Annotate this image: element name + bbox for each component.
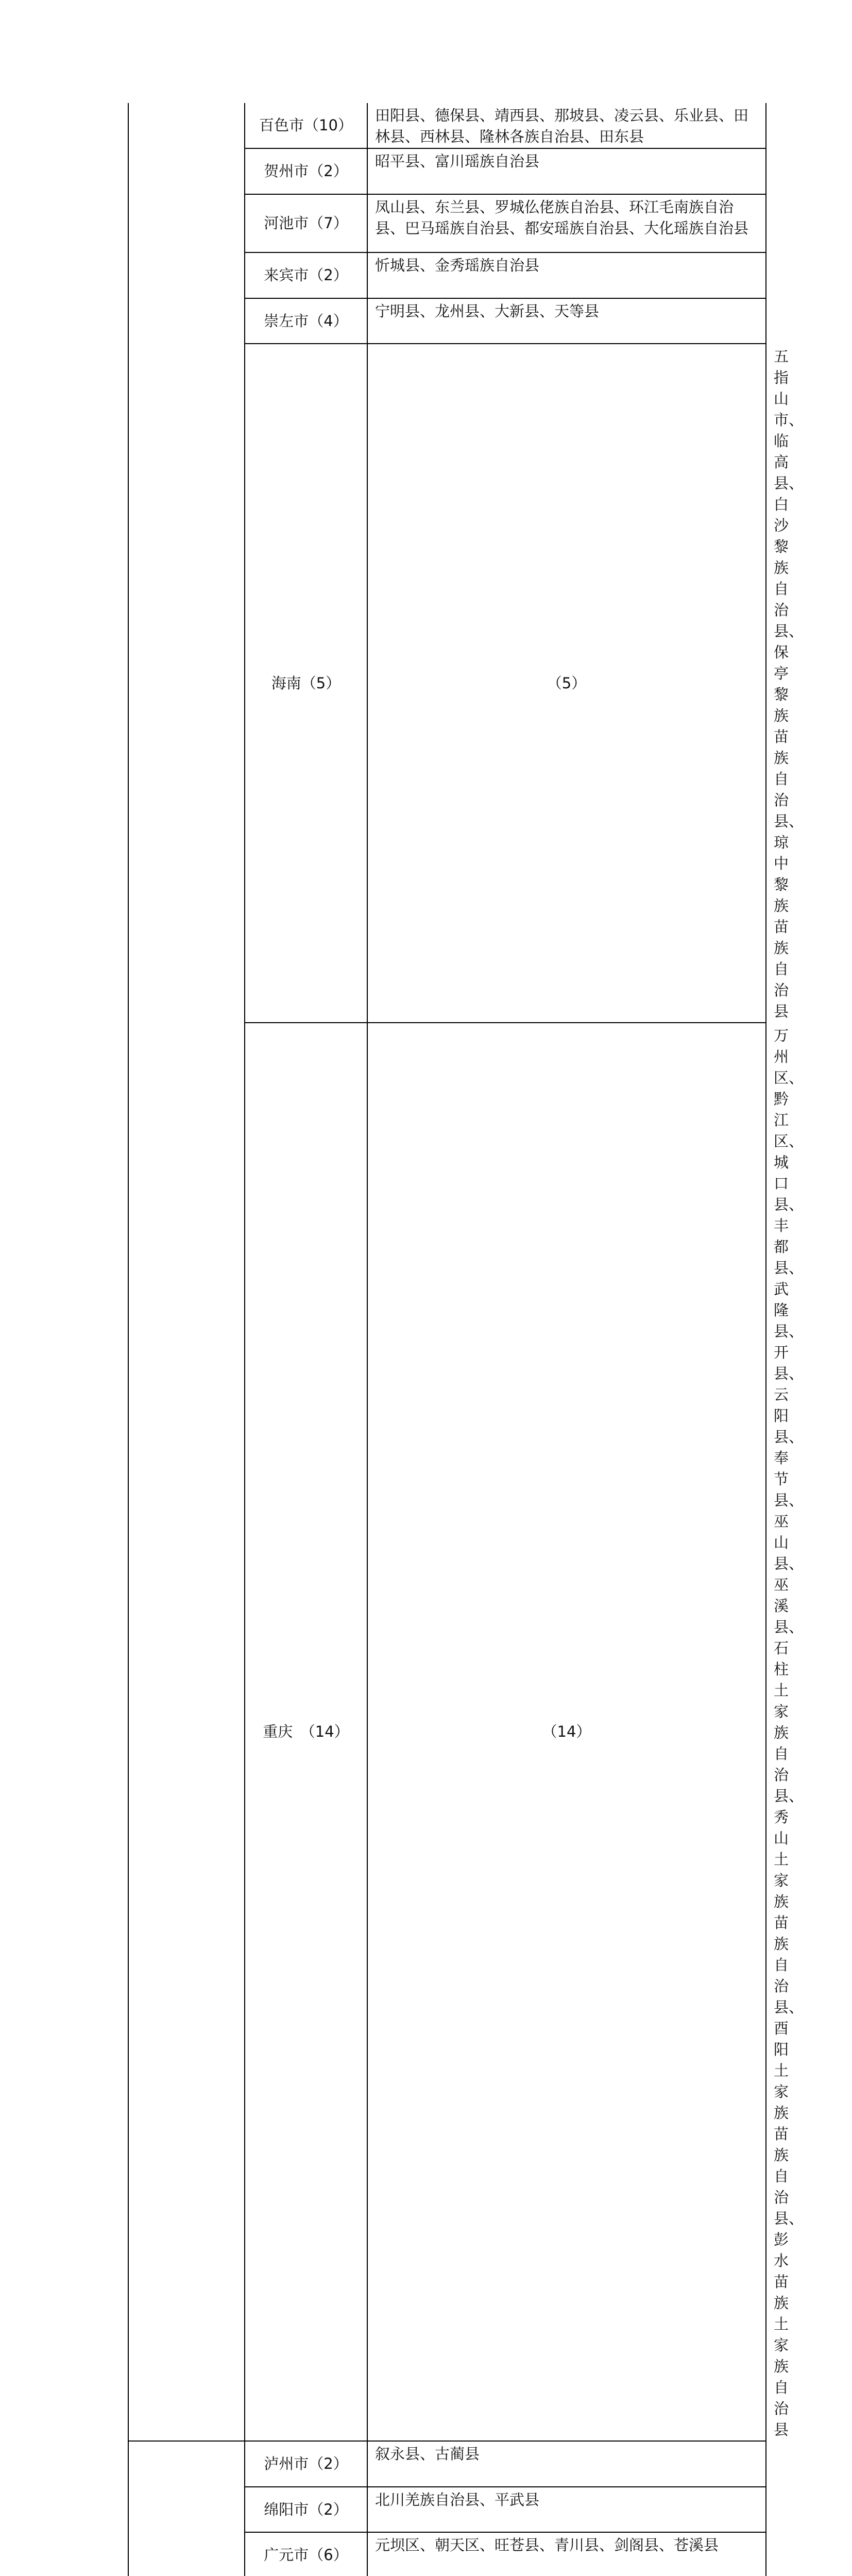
counties-cell: 凤山县、东兰县、罗城仫佬族自治县、环江毛南族自治县、巴马瑶族自治县、都安瑶族自治县、大化瑶族自治县	[367, 194, 766, 252]
city-cell: 崇左市（4）	[245, 298, 367, 344]
counties-cell: 田阳县、德保县、靖西县、那坡县、凌云县、乐业县、田林县、西林县、隆林各族自治县、田东县	[367, 103, 766, 148]
province-cell	[128, 2441, 245, 2576]
table-row	[128, 2441, 766, 2487]
counties-cell: 元坝区、朝天区、旺苍县、青川县、剑阁县、苍溪县	[367, 2532, 766, 2576]
counties-table	[128, 103, 804, 2576]
province-cell: 重庆 （14）	[245, 1023, 367, 2441]
province-cell: 海南（5）	[245, 344, 367, 1023]
city-cell: 来宾市（2）	[245, 252, 367, 298]
city-cell: 绵阳市（2）	[245, 2487, 367, 2532]
counties-cell: 宁明县、龙州县、大新县、天等县	[367, 298, 766, 344]
city-cell: 泸州市（2）	[245, 2441, 367, 2487]
table-row	[128, 103, 766, 148]
city-cell: 百色市（10）	[245, 103, 367, 148]
province-cell-blank	[128, 103, 245, 2441]
city-cell: 河池市（7）	[245, 194, 367, 252]
counties-cell: 叙永县、古蔺县	[367, 2441, 766, 2487]
city-cell: （5）	[367, 344, 766, 1023]
city-cell: 贺州市（2）	[245, 148, 367, 194]
city-cell: 广元市（6）	[245, 2532, 367, 2576]
counties-cell: 北川羌族自治县、平武县	[367, 2487, 766, 2532]
counties-cell: 忻城县、金秀瑶族自治县	[367, 252, 766, 298]
city-cell: （14）	[367, 1023, 766, 2441]
counties-cell: 昭平县、富川瑶族自治县	[367, 148, 766, 194]
table-row-chongqing: 重庆 （14） （14） 万州区、黔江区、城口县、丰都县、武隆县、开县、云阳县、奉节县、巫山县、巫溪县、石柱土家族自治县、秀山土家族苗族自治县、酉阳土家族苗族自治县、彭水苗族土家族自治县	[128, 1023, 766, 2441]
table-row-hainan: 海南（5） （5） 五指山市、临高县、白沙黎族自治县、保亭黎族苗族自治县、琼中黎族苗族自治县	[128, 344, 766, 1023]
